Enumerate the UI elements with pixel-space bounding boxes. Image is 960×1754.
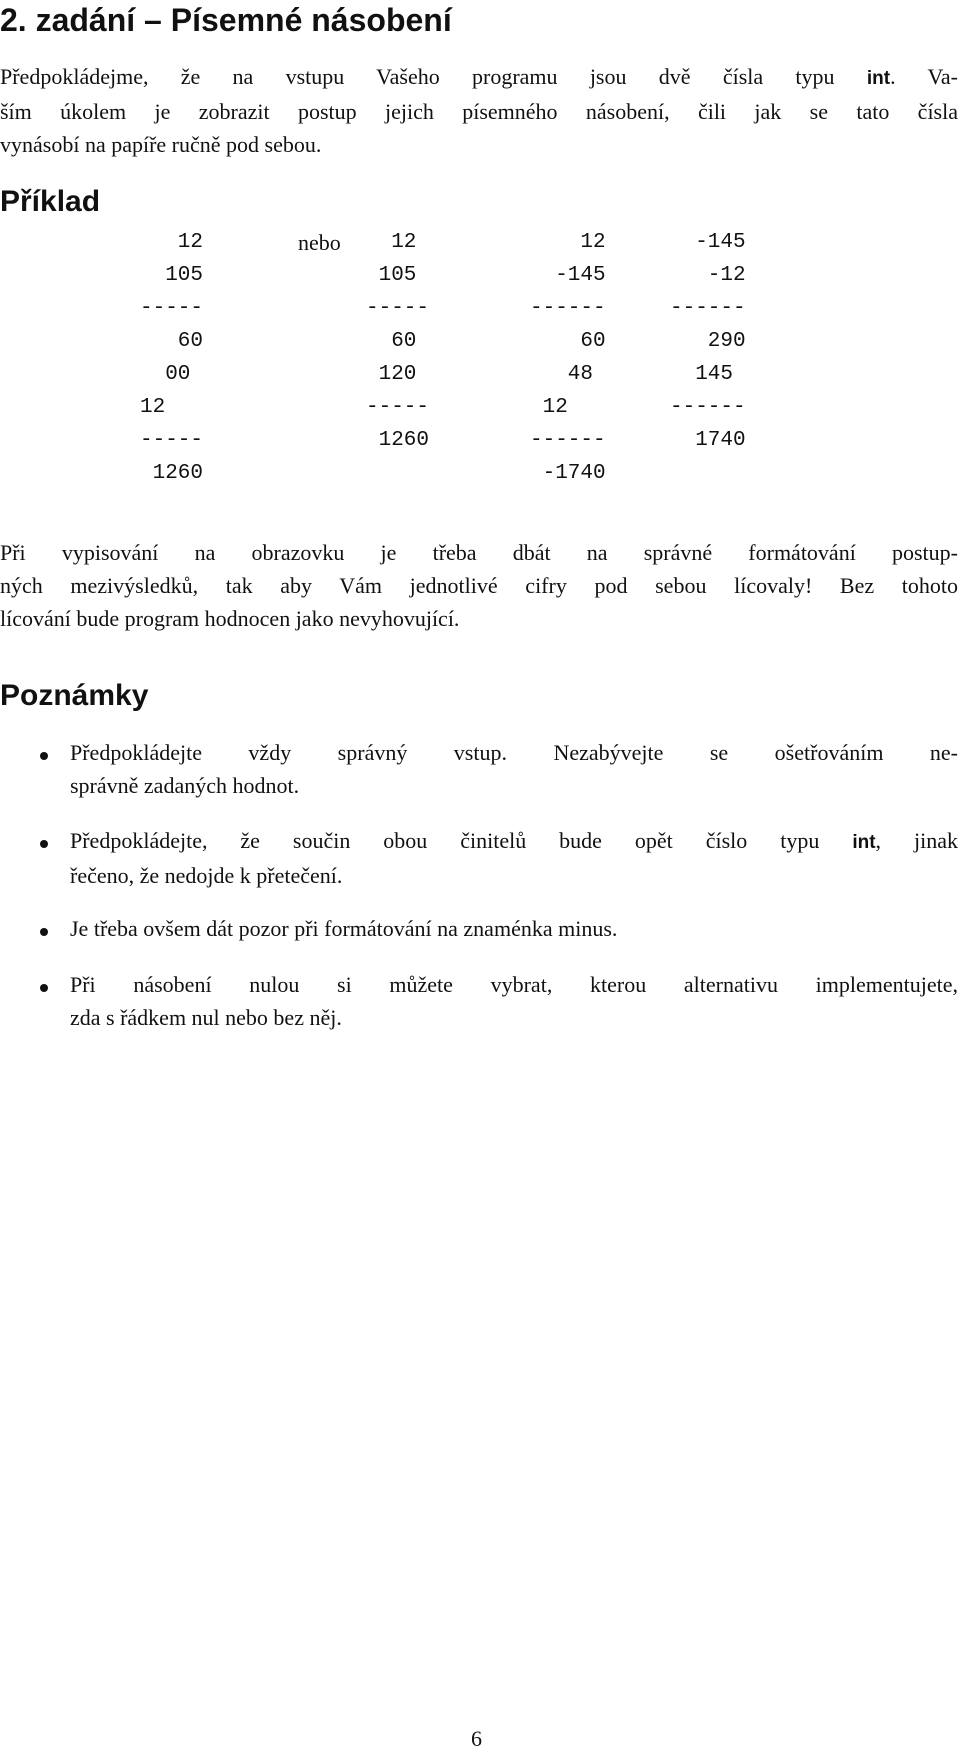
example-column-4 bbox=[670, 226, 746, 457]
formatting-paragraph bbox=[0, 536, 958, 635]
section-heading bbox=[0, 0, 452, 40]
column-1-row: 12 bbox=[140, 396, 166, 419]
column-2-row: 105 bbox=[366, 264, 417, 287]
notes-heading: Poznámky bbox=[0, 679, 149, 712]
column-1-row: 60 bbox=[140, 330, 204, 353]
column-4-row: ------ bbox=[670, 396, 746, 419]
bullet-icon bbox=[40, 928, 48, 936]
column-1-row: 1260 bbox=[140, 462, 204, 485]
column-1-row: ----- bbox=[140, 297, 204, 320]
column-4-row: -145 bbox=[670, 231, 746, 254]
bullet-icon bbox=[40, 840, 48, 848]
column-3-row: -145 bbox=[530, 264, 606, 287]
column-4-row: -12 bbox=[670, 264, 746, 287]
column-1-row: 12 bbox=[140, 231, 204, 254]
column-2-row: ----- bbox=[366, 297, 430, 320]
column-4-row: 290 bbox=[670, 330, 746, 353]
column-2-row: 12 bbox=[366, 231, 417, 254]
column-3-row: ------ bbox=[530, 429, 606, 452]
column-4-row: ------ bbox=[670, 297, 746, 320]
note-2-line-1 bbox=[70, 824, 958, 859]
note-1-line-2: správně zadaných hodnot. bbox=[70, 773, 300, 798]
column-1-row: 105 bbox=[140, 264, 204, 287]
list-item bbox=[70, 736, 958, 802]
list-item bbox=[70, 824, 958, 892]
list-item bbox=[70, 968, 958, 1034]
column-3-row: 12 bbox=[530, 396, 568, 419]
section-title: zadání – Písemné násobení bbox=[35, 2, 452, 38]
intro-paragraph bbox=[0, 60, 958, 161]
bullet-icon bbox=[40, 984, 48, 992]
int-keyword: int bbox=[866, 68, 891, 89]
column-3-row: 60 bbox=[530, 330, 606, 353]
formatting-line-2: ných mezivýsledků, tak aby Vám jednotlivé cifry pod sebou lícovaly! Bez tohoto bbox=[0, 573, 958, 598]
column-2-row: 120 bbox=[366, 363, 417, 386]
intro-line-2: ším úkolem je zobrazit postup jejich písemného násobení, čili jak se tato čísla bbox=[0, 99, 958, 124]
example-heading: Příklad bbox=[0, 185, 101, 218]
example-column-3 bbox=[530, 226, 606, 490]
intro-line-1 bbox=[0, 60, 958, 95]
column-1-row: 00 bbox=[140, 363, 191, 386]
intro-line-1-end: . Va- bbox=[890, 64, 958, 89]
intro-line-3: vynásobí na papíře ručně pod sebou. bbox=[0, 132, 322, 157]
bullet-icon bbox=[40, 752, 48, 760]
column-2-row: 1260 bbox=[366, 429, 430, 452]
formatting-line-3: lícování bude program hodnocen jako nevyhovující. bbox=[0, 606, 460, 631]
note-4-line-1: Při násobení nulou si můžete vybrat, kterou alternativu implementujete, bbox=[70, 972, 958, 997]
section-number: 2. bbox=[0, 2, 27, 38]
column-1-row: ----- bbox=[140, 429, 204, 452]
note-2-line-2: řečeno, že nedojde k přetečení. bbox=[70, 863, 343, 888]
column-2-row: ----- bbox=[366, 396, 430, 419]
example-column-2 bbox=[366, 226, 429, 457]
column-3-row: 12 bbox=[530, 231, 606, 254]
formatting-line-1: Při vypisování na obrazovku je třeba dbát na správné formátování postup- bbox=[0, 540, 958, 565]
column-3-row: -1740 bbox=[530, 462, 606, 485]
note-3-line-1: Je třeba ovšem dát pozor při formátování na znaménka minus. bbox=[70, 916, 618, 941]
column-3-row: ------ bbox=[530, 297, 606, 320]
page-number: 6 bbox=[471, 1726, 482, 1751]
column-4-row: 145 bbox=[670, 363, 734, 386]
separator-word: nebo bbox=[298, 230, 341, 255]
column-4-row: 1740 bbox=[670, 429, 746, 452]
example-column-1 bbox=[140, 226, 203, 490]
intro-line-1-text: Předpokládejme, že na vstupu Vašeho programu jsou dvě čísla typu bbox=[0, 64, 835, 89]
note-4-line-2: zda s řádkem nul nebo bez něj. bbox=[70, 1005, 342, 1030]
note-2-line-1-end: , jinak bbox=[875, 828, 958, 853]
column-2-row: 60 bbox=[366, 330, 417, 353]
list-item bbox=[70, 912, 958, 945]
note-2-line-1-text: Předpokládejte, že součin obou činitelů bude opět číslo typu bbox=[70, 828, 820, 853]
int-keyword: int bbox=[852, 832, 876, 853]
column-3-row: 48 bbox=[530, 363, 594, 386]
note-1-line-1: Předpokládejte vždy správný vstup. Nezabývejte se ošetřováním ne- bbox=[70, 740, 958, 765]
